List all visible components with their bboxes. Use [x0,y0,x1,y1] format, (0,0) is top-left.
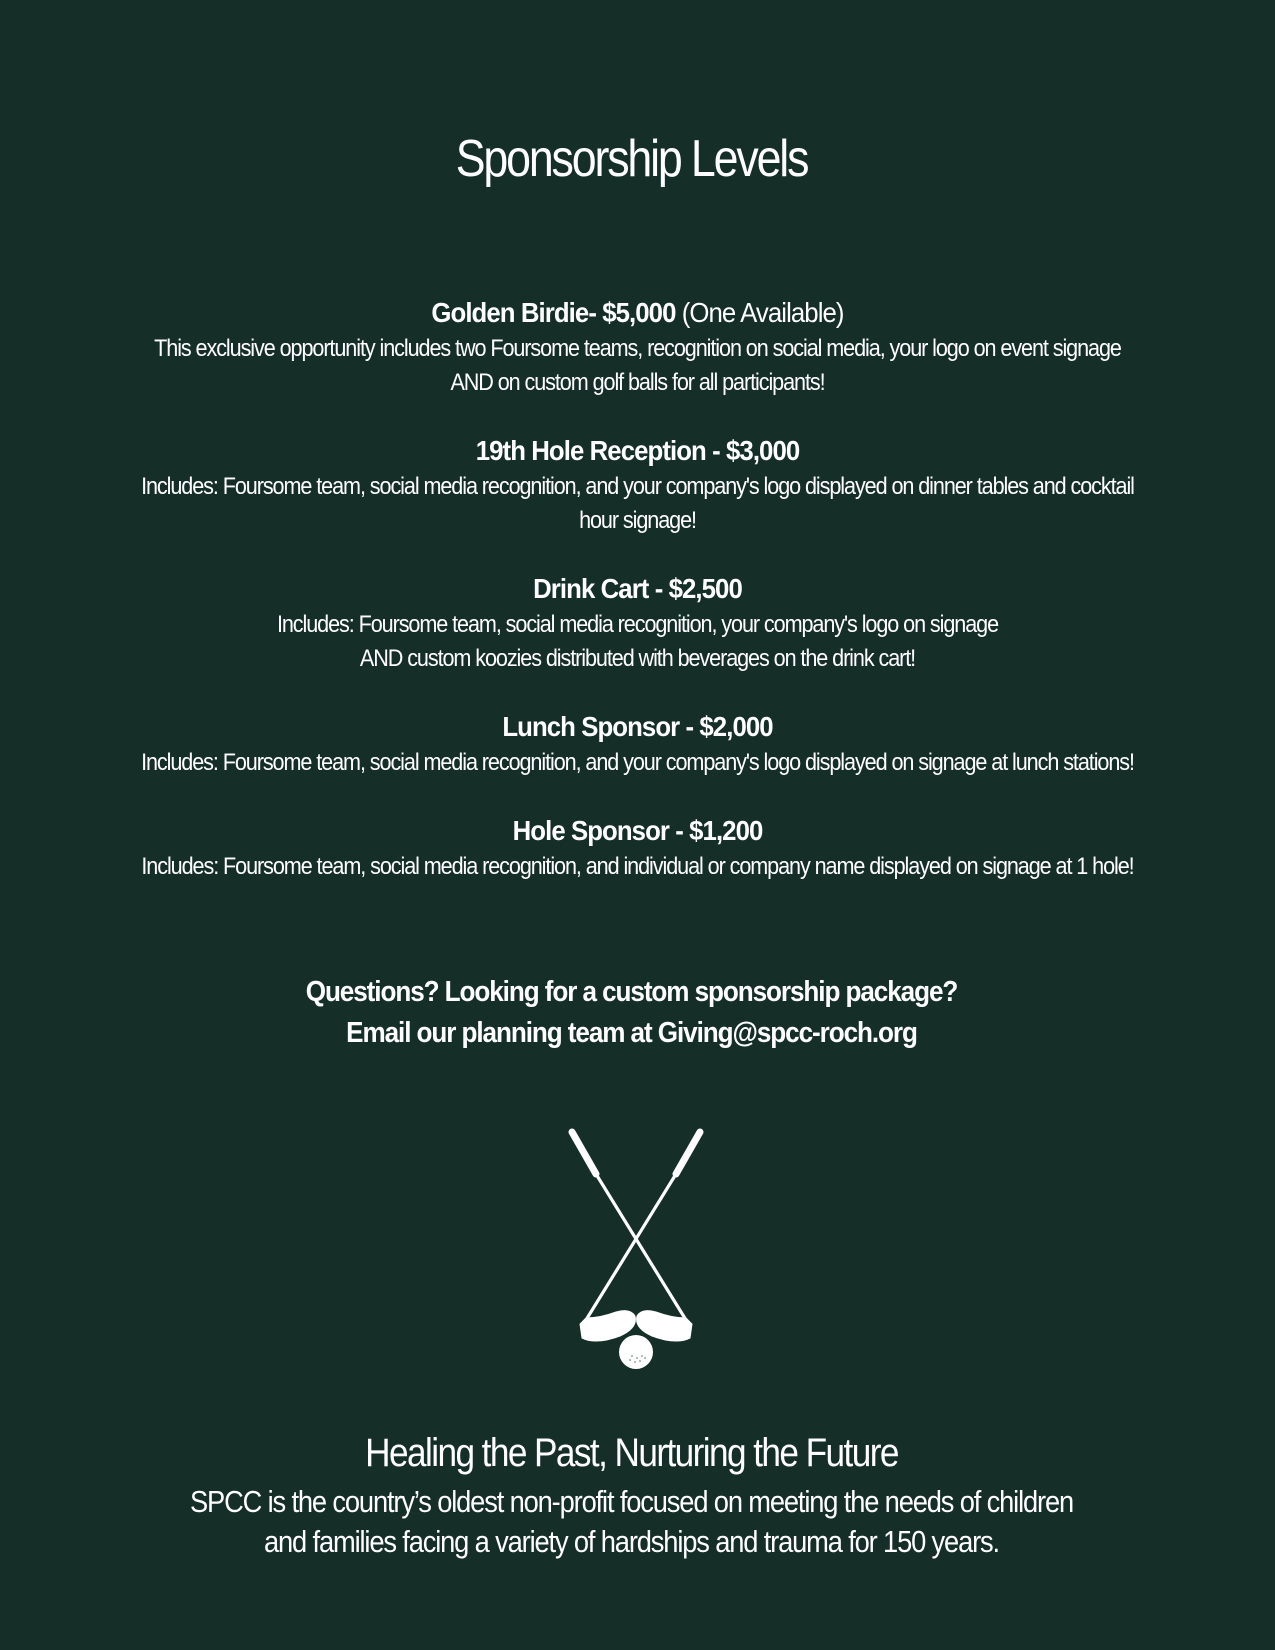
contact-block [63,972,1200,1054]
level-description [136,332,1140,400]
level-heading [125,812,1151,850]
level-description-line: Includes: Foursome team, social media recognition, and your company's logo displayed on dinner tables and cocktail [141,473,1134,500]
level-description-line: Includes: Foursome team, social media recognition, your company's logo on signage [276,611,999,638]
level-availability: (One Available) [675,297,844,328]
contact-email-line[interactable]: Email our planning team at Giving@spcc-roch.org [346,1017,917,1049]
level-description-line: AND custom koozies distributed with beverages on the drink cart! [359,645,916,672]
level-description [136,470,1140,538]
page-title: Sponsorship Levels [455,130,808,188]
level-heading [125,294,1151,332]
level-name-price: Drink Cart - $2,500 [533,573,742,604]
level-name-price: Hole Sponsor - $1,200 [512,815,763,846]
golf-club-icon [580,1132,700,1341]
level-heading [125,570,1151,608]
level-heading [125,708,1151,746]
level-name-price: Golden Birdie- $5,000 [431,297,676,328]
level-hole-sponsor [80,812,1195,884]
level-description [136,746,1140,780]
level-lunch-sponsor [80,708,1195,780]
crossed-golf-clubs-and-ball-icon [536,1120,736,1370]
about-line: SPCC is the country’s oldest non-profit focused on meeting the needs of children [189,1484,1074,1519]
golf-club-icon [572,1132,692,1341]
level-golden-birdie [80,294,1195,400]
level-description [136,608,1140,676]
tagline: Healing the Past, Nurturing the Future [365,1431,898,1475]
level-description [136,850,1140,884]
contact-question: Questions? Looking for a custom sponsorship package? [305,976,958,1008]
level-description-line: This exclusive opportunity includes two Foursome teams, recognition on social media, your logo on event signage [154,335,1121,362]
level-name-price: 19th Hole Reception - $3,000 [475,435,800,466]
level-19th-hole-reception [80,432,1195,538]
level-drink-cart [80,570,1195,676]
about-line: and families facing a variety of hardships and trauma for 150 years. [264,1524,999,1559]
sponsorship-levels-list [80,294,1195,916]
level-description-line: AND on custom golf balls for all participants! [450,369,825,396]
level-description-line: Includes: Foursome team, social media recognition, and your company's logo displayed on signage at lunch stations! [141,749,1134,776]
about-text [76,1482,1187,1562]
level-heading [125,432,1151,470]
level-description-line: Includes: Foursome team, social media recognition, and individual or company name displayed on signage at 1 hole! [141,853,1134,880]
level-name-price: Lunch Sponsor - $2,000 [502,711,773,742]
golf-ball-icon [619,1335,653,1369]
level-description-line: hour signage! [579,507,696,534]
